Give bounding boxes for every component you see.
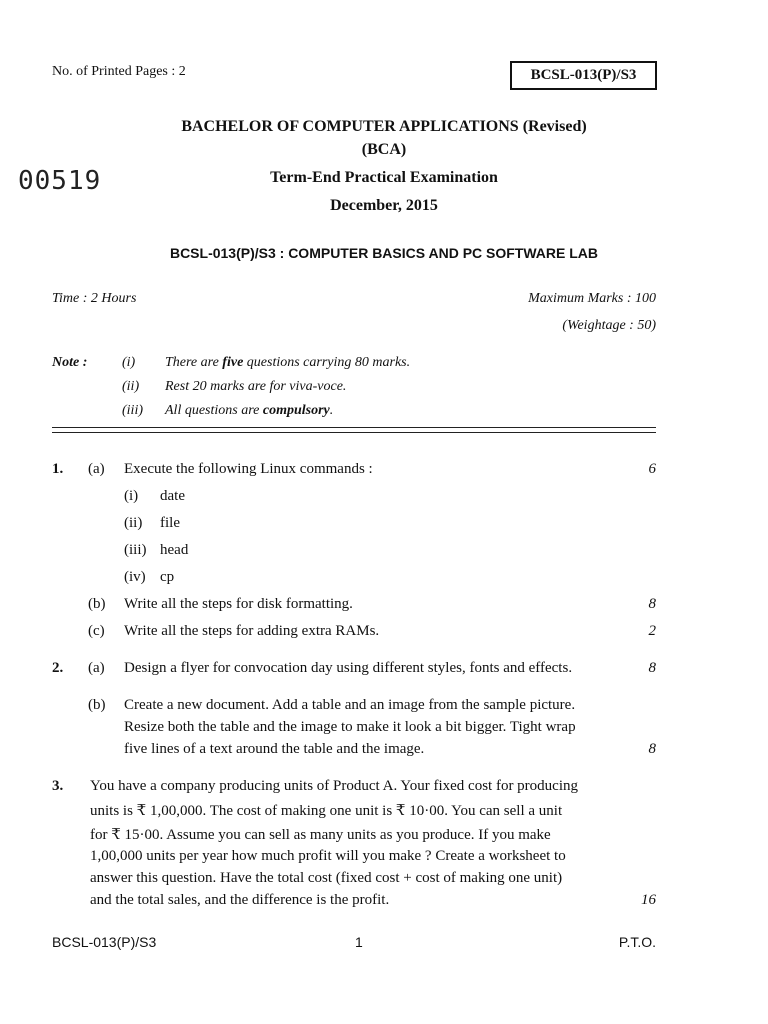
part-label: (a) — [88, 461, 105, 477]
weightage: (Weightage : 50) — [562, 318, 656, 333]
note-num: (ii) — [122, 379, 140, 394]
question-marks: 2 — [648, 623, 656, 639]
question-text-line: Create a new document. Add a table and an image from the sample picture. — [124, 697, 576, 713]
part-label: (b) — [88, 596, 106, 612]
question-marks: 8 — [648, 596, 656, 612]
command-num: (iii) — [124, 542, 147, 558]
note-label: Note : — [52, 355, 88, 370]
program-title: BACHELOR OF COMPUTER APPLICATIONS (Revised) — [181, 118, 587, 135]
note-num: (i) — [122, 355, 136, 370]
page-number: 1 — [355, 934, 363, 950]
serial-number: 00519 — [18, 166, 102, 196]
program-abbr: (BCA) — [361, 141, 407, 158]
command-num: (i) — [124, 488, 139, 504]
part-label: (a) — [88, 660, 105, 676]
question-text-line: answer this question. Have the total cost (fixed cost + cost of making one unit) — [90, 870, 563, 886]
question-number: 1. — [52, 461, 64, 477]
command-text: file — [160, 515, 180, 531]
command-num: (ii) — [124, 515, 143, 531]
footer-code: BCSL-013(P)/S3 — [52, 934, 157, 950]
part-label: (b) — [88, 697, 106, 713]
part-label: (c) — [88, 623, 105, 639]
command-text: head — [160, 542, 189, 558]
note-item: Rest 20 marks are for viva-voce. — [165, 379, 347, 394]
course-title: BCSL-013(P)/S3 : COMPUTER BASICS AND PC SOFTWARE LAB — [169, 245, 599, 261]
command-num: (iv) — [124, 569, 146, 585]
question-text: Execute the following Linux commands : — [124, 461, 373, 477]
question-marks: 8 — [648, 741, 656, 757]
command-text: cp — [160, 569, 175, 585]
command-text: date — [160, 488, 185, 504]
question-text-line: 1,00,000 units per year how much profit will you make ? Create a worksheet to — [90, 848, 566, 864]
question-marks: 16 — [641, 892, 656, 908]
question-text: Write all the steps for disk formatting. — [124, 596, 353, 612]
paper-code-box: BCSL-013(P)/S3 — [510, 61, 657, 90]
maximum-marks: Maximum Marks : 100 — [528, 291, 656, 306]
question-marks: 6 — [648, 461, 656, 477]
exam-date: December, 2015 — [330, 197, 438, 214]
question-text-line: You have a company producing units of Product A. Your fixed cost for producing — [90, 778, 579, 794]
question-number: 3. — [52, 778, 64, 794]
question-text: Design a flyer for convocation day using different styles, fonts and effects. — [124, 660, 573, 676]
question-text-line: and the total sales, and the difference is the profit. — [90, 892, 390, 908]
question-text-line: Resize both the table and the image to make it look a bit bigger. Tight wrap — [124, 719, 576, 735]
divider-rule — [52, 432, 656, 433]
exam-title: Term-End Practical Examination — [270, 169, 498, 186]
time-allowed: Time : 2 Hours — [52, 291, 137, 306]
pto-label: P.T.O. — [618, 934, 656, 950]
divider-rule — [52, 427, 656, 428]
note-item: There are five questions carrying 80 marks. — [165, 355, 411, 370]
note-num: (iii) — [122, 403, 143, 418]
question-text-line: five lines of a text around the table and the image. — [124, 741, 425, 757]
printed-pages: No. of Printed Pages : 2 — [52, 64, 186, 79]
note-item: All questions are compulsory. — [165, 403, 334, 418]
question-marks: 8 — [648, 660, 656, 676]
question-number: 2. — [52, 660, 64, 676]
question-text-line: units is ₹ 1,00,000. The cost of making one unit is ₹ 10·00. You can sell a unit — [90, 803, 563, 819]
question-text: Write all the steps for adding extra RAMs. — [124, 623, 380, 639]
question-text-line: for ₹ 15·00. Assume you can sell as many units as you produce. If you make — [90, 827, 551, 843]
